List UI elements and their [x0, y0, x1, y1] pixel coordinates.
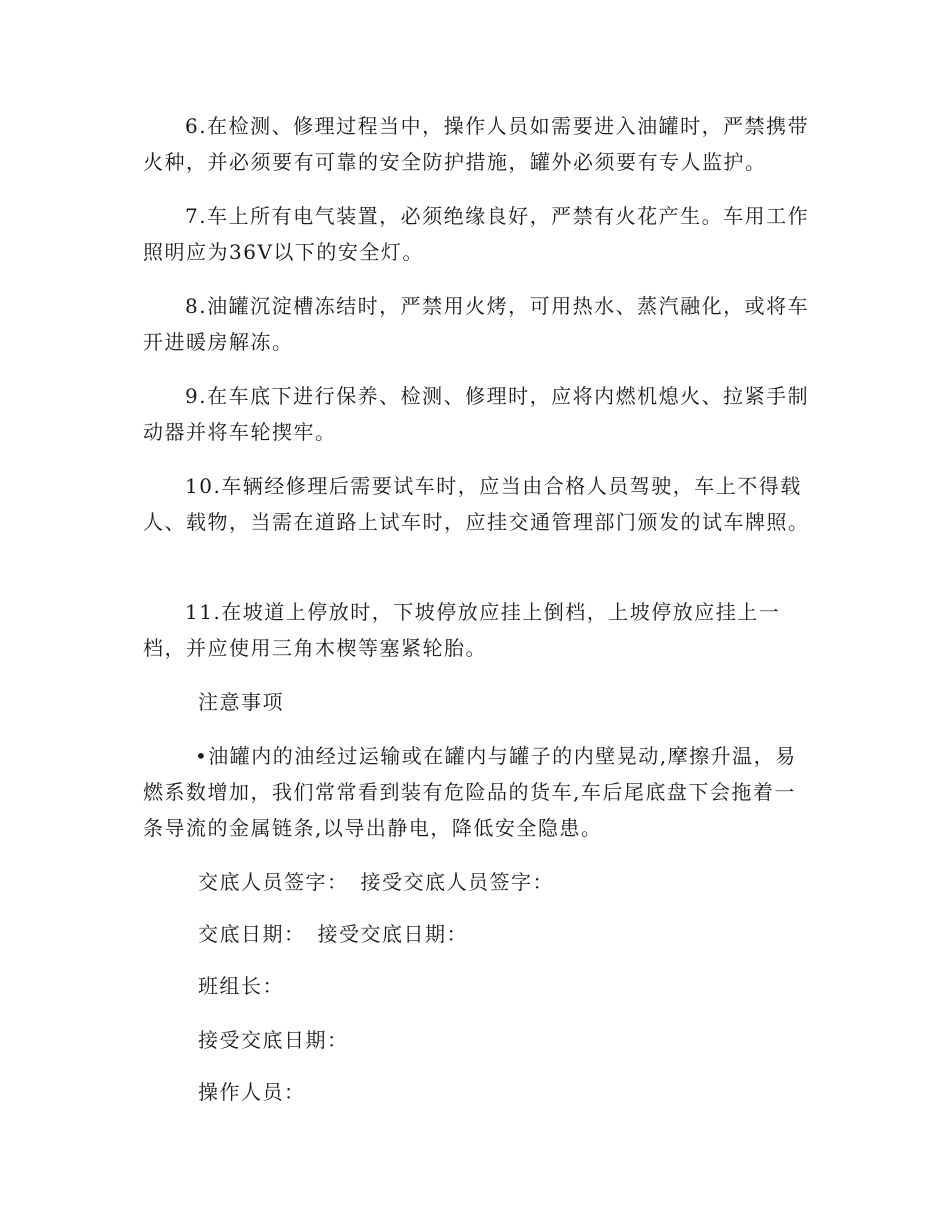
signature-row-1 — [198, 864, 554, 900]
notes-heading: 注意事项 — [198, 690, 284, 714]
item-11: 11.在坡道上停放时，下坡停放应挂上倒档，上坡停放应挂上一档，并应使用三角木楔等塞紧轮胎。 — [143, 600, 781, 660]
operator-label: 操作人员： — [198, 1080, 306, 1104]
item-8: 8.油罐沉淀槽冻结时，严禁用火烤，可用热水、蒸汽融化，或将车开进暖房解冻。 — [143, 294, 810, 354]
handover-date-label: 交底日期： — [198, 922, 306, 946]
note-paragraph: •油罐内的油经过运输或在罐内与罐子的内壁晃动,摩擦升温，易燃系数增加，我们常常看到装有危险品的货车,车后尾底盘下会拖着一条导流的金属链条,以导出静电，降低安全隐患。 — [143, 744, 797, 840]
receiver-signer-label: 接受交底人员签字： — [360, 870, 554, 894]
item-10: 10.车辆经修理后需要试车时，应当由合格人员驾驶，车上不得载人、载物，当需在道路上试车时，应挂交通管理部门颁发的试车牌照。 — [143, 474, 810, 534]
team-leader-label: 班组长： — [198, 974, 284, 998]
item-9: 9.在车底下进行保养、检测、修理时，应将内燃机熄火、拉紧手制动器并将车轮揳牢。 — [143, 384, 810, 444]
receiver-date-label: 接受交底日期： — [317, 922, 468, 946]
receive-date-label: 接受交底日期： — [198, 1028, 349, 1052]
item-7: 7.车上所有电气装置，必须绝缘良好，严禁有火花产生。车用工作照明应为36V以下的安全灯。 — [143, 204, 810, 264]
signature-row-2 — [198, 916, 468, 952]
item-6: 6.在检测、修理过程当中，操作人员如需要进入油罐时，严禁携带火种，并必须要有可靠的安全防护措施，罐外必须要有专人监护。 — [143, 114, 810, 174]
handover-signer-label: 交底人员签字： — [198, 870, 349, 894]
